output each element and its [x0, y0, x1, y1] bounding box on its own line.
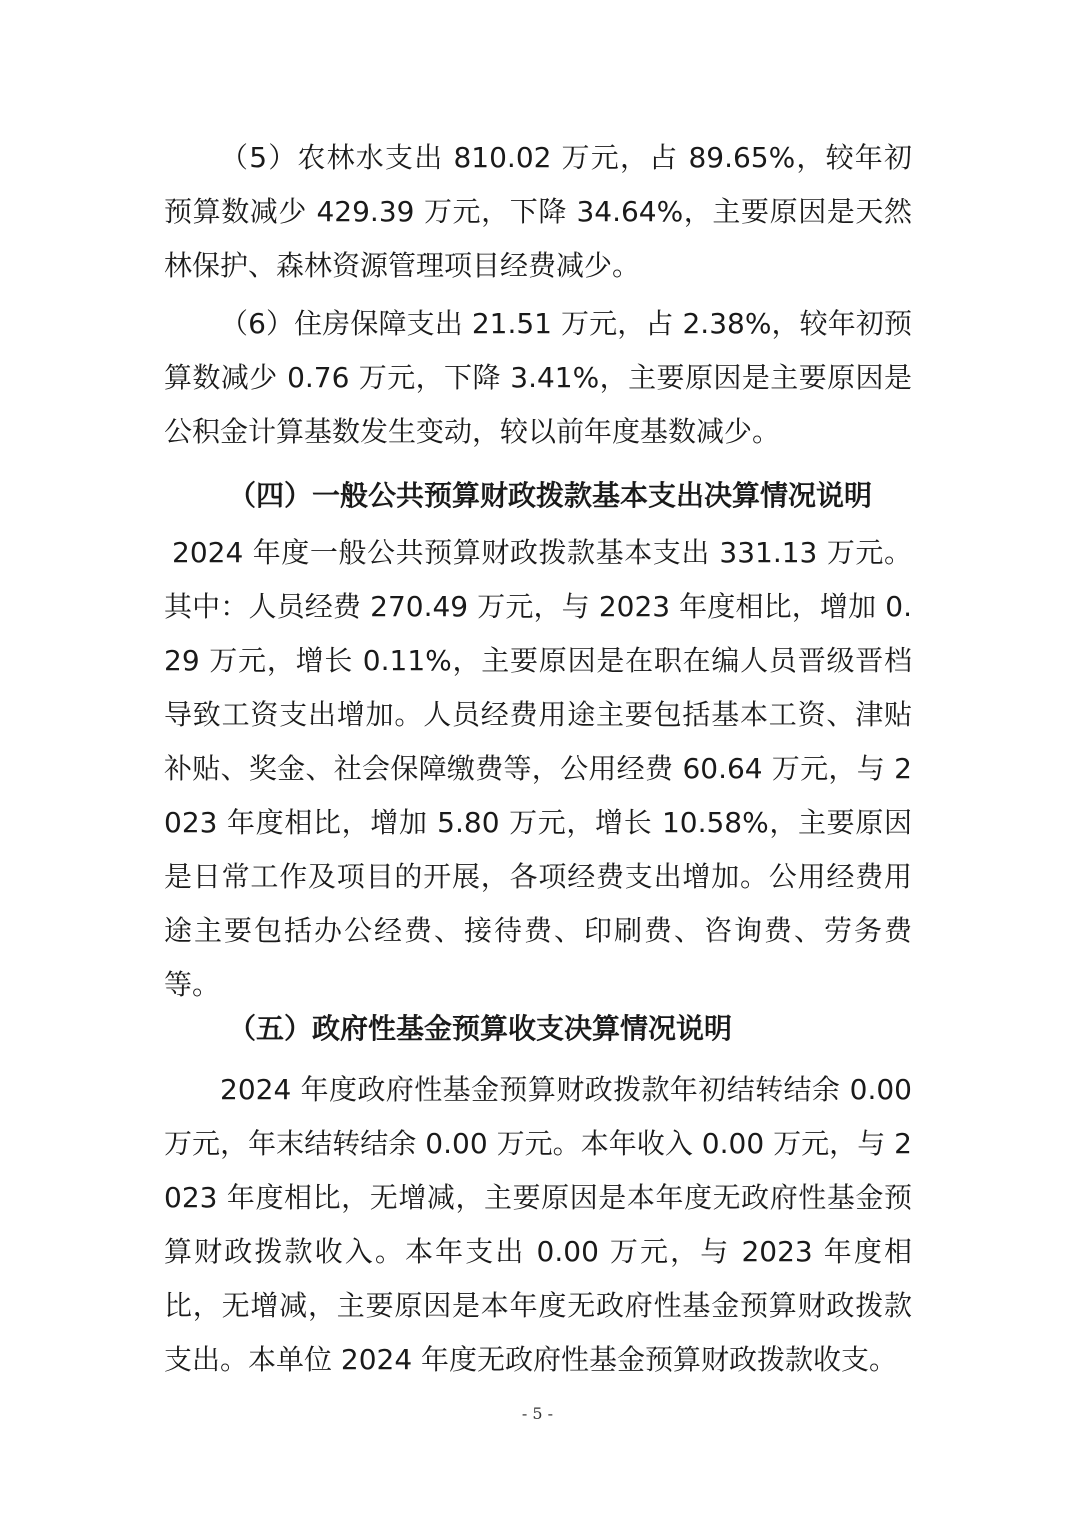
page-number: - 5 -: [521, 1404, 554, 1423]
paragraph-basic-expenditure: 2024 年度一般公共预算财政拨款基本支出 331.13 万元。其中：人员经费 270.49 万元，与 2023 年度相比，增加 0.29 万元，增长 0.11%，主要原因是在职在编人员晋级晋档导致工资支出增加。人员经费用途主要包括基本工资、津贴补贴、奖金、社会保障缴费等，公用经费 60.64 万元，与 2023 年度相比，增加 5.80 万元，增长 10.58%，主要原因是日常工作及项目的开展，各项经费支出增加。公用经费用途主要包括办公经费、接待费、印刷费、咨询费、劳务费等。: [164, 536, 912, 1001]
paragraph-government-fund: 2024 年度政府性基金预算财政拨款年初结转结余 0.00 万元，年末结转结余 0.00 万元。本年收入 0.00 万元，与 2023 年度相比，无增减，主要原因是本年度无政府性基金预算财政拨款收入。本年支出 0.00 万元，与 2023 年度相比，无增减，主要原因是本年度无政府性基金预算财政拨款支出。本单位 2024 年度无政府性基金预算财政拨款收支。: [164, 1073, 912, 1376]
section-heading-basic-expenditure: （四）一般公共预算财政拨款基本支出决算情况说明: [228, 479, 873, 512]
section-heading-government-fund: （五）政府性基金预算收支决算情况说明: [228, 1012, 733, 1045]
paragraph-housing-expenditure: （6）住房保障支出 21.51 万元，占 2.38%，较年初预算数减少 0.76 万元，下降 3.41%，主要原因是主要原因是公积金计算基数发生变动，较以前年度基数减少。: [164, 307, 912, 448]
paragraph-agriculture-expenditure: （5）农林水支出 810.02 万元，占 89.65%，较年初预算数减少 429.39 万元，下降 34.64%，主要原因是天然林保护、森林资源管理项目经费减少。: [164, 141, 912, 282]
